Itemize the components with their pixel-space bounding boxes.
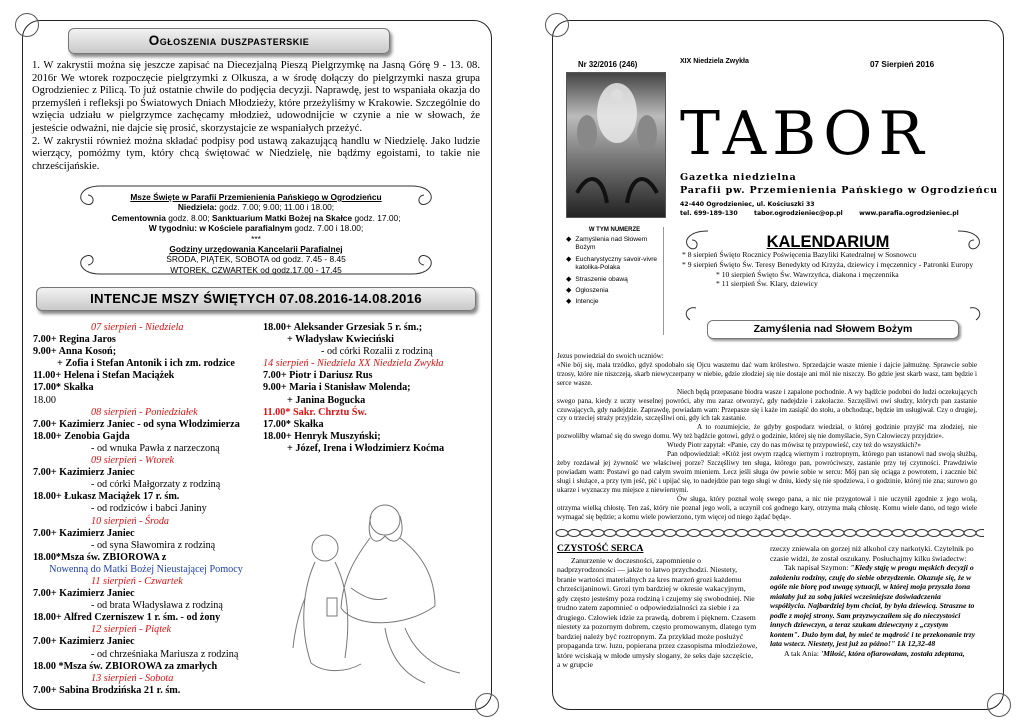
toc-item xyxy=(566,276,663,284)
office-hours-title: Godziny urzędowania Kancelarii Parafialnej xyxy=(169,244,343,255)
intention-day-header: 11 sierpień - Czwartek xyxy=(91,575,183,587)
intention-line: 18.00+ Zenobia Gajda xyxy=(33,430,130,442)
intention-line: 17.00* Skałka xyxy=(263,418,324,430)
intention-line: 9.00+ Anna Kosoń; xyxy=(33,346,117,358)
intention-day-header: 08 sierpień - Poniedziałek xyxy=(91,406,198,418)
intention-line: 7.00+ Kazimierz Janiec xyxy=(33,636,135,648)
intention-line: 7.00+ Kazimierz Janiec - od syna Włodzimierza xyxy=(33,418,240,430)
phone: tel. 699-189-130 xyxy=(680,210,738,217)
sanktuarium-hours: godz. 17.00; xyxy=(354,212,401,223)
sunday-hours: godz. 7.00; 9.00; 11.00 i 18.00; xyxy=(219,202,335,213)
intention-line: 18.00 xyxy=(33,394,56,406)
calendar-item: * 10 sierpień Święto Św. Wawrzyńca, diakona i męczennika xyxy=(716,269,899,279)
week-hours: godz. 7.00 i 18.00; xyxy=(294,223,364,234)
notice-1: 1. W zakrystii można się jeszcze zapisać na Diecezjalną Pieszą Pielgrzymkę na Jasną Górę 9 - 13. 08. 2016r We wtorek rozpoczęcie pielgrzymki z Olkusza, a w środę dołączy do pielgrzymki nasza grupa Ogrodzieniec z Pilicą. To już ostatnie chwile do podjęcia decyzji. Naprawdę, jest to wspaniała okazja do przemyśleń i refleksji po Światowych Dniach Młodzieży, które przeżyliśmy w Krakowie. Szczególnie do wzięcia udziału w pielgrzymce zachęcamy młodzież, udowodnijcie w czynie a nie w słowach, że jesteście odważni, nie dajcie się prosić, skorzystajcie ze wspaniałych przeżyć. xyxy=(32,60,480,134)
intention-line: 18.00+ Alfred Czerniszew 1 r. śm. - od żony xyxy=(33,612,221,624)
intention-line: 7.00+ Sabina Brodzińska 21 r. śm. xyxy=(33,684,181,696)
mass-schedule-box xyxy=(70,182,442,278)
article-title: CZYSTOŚĆ SERCA xyxy=(557,543,644,554)
intention-line: 18.00*Msza św. ZBIOROWA z xyxy=(33,551,167,563)
intention-line: 7.00+ Kazimierz Janiec xyxy=(33,588,135,600)
intention-day-header: 13 sierpień - Sobota xyxy=(91,672,174,684)
table-of-contents xyxy=(566,227,664,335)
diamond-bullet-icon: ◆ xyxy=(566,287,572,295)
intention-line: 18.00 *Msza św. ZBIOROWA za zmarłych xyxy=(33,660,218,672)
intention-line: 9.00+ Maria i Stanisław Molenda; xyxy=(263,382,411,394)
reflection-para: A to rozumiejcie, że gdyby gospodarz wiedział, o której godzinie przyjść ma złodziej, nie pozwoliłby włamać się do swego domu. Wy też bądźcie gotowi, gdyż o godzinie, której się nie domyślacie, Syn Człowieczy przyjdzie». xyxy=(557,423,977,441)
reflection-para: Pan odpowiedział: «Któż jest owym rządcą wiernym i roztropnym, którego pan ustanowi nad swoją służbą, żeby rozdawał jej żywność we właściwej porze? Szczęśliwy ten sługa, którego pan, powróciwszy, zastanie przy tej czynności. Prawdziwie powiadam wam: Postawi go nad całym swoim mieniem. Lecz jeśli sługa ów powie sobie w sercu: Mój pan się ociąga z powrotem, i zacznie bić sługi i służące, a przy tym jeść, pić i upijać się, to nadejdzie pan tego sługi w dniu, kiedy się nie spodziewa, i o godzinie, której nie zna; surowo go ukarze i wyznaczy mu miejsce z niewiernymi. xyxy=(557,450,977,494)
quote-intro: Tak napisał Szymon: xyxy=(784,563,851,572)
issue-number: Nr 32/2016 (246) xyxy=(578,60,638,69)
intention-line: - od córki Rozalii z rodziną xyxy=(321,346,433,358)
article-column-2 xyxy=(770,544,978,658)
intention-line: 7.00+ Regina Jaros xyxy=(33,334,116,346)
reflection-title: Zamyślenia nad Słowem Bożym xyxy=(753,323,913,335)
masthead-title: TABOR xyxy=(680,99,930,169)
announcements-text xyxy=(32,60,480,173)
toc-item xyxy=(566,298,663,306)
office-hours-line-2: WTOREK, CZWARTEK od godz.17.00 - 17.45 xyxy=(170,264,342,275)
intentions-column-1 xyxy=(33,322,259,697)
calendar-title: KALENDARIUM xyxy=(766,233,890,251)
transfiguration-image xyxy=(566,72,666,218)
toc-item xyxy=(566,236,663,253)
intention-line: + Zofia i Stefan Antonik i ich zm. rodzice xyxy=(57,358,235,370)
reflection-text xyxy=(557,352,977,522)
reflection-para: «Nie bój się, mała trzódko, gdyż spodobało się Ojcu waszemu dać wam królestwo. Sprzedajcie wasze mienie i dajcie jałmużnę. Sprawcie sobie trzosy, które nie niszczeją, skarb niewyczerpany w niebie, gdzie złodziej się nie dostaje ani mól nie niszczy. Bo gdzie jest skarb wasz, tam będzie i serce wasze. xyxy=(557,360,977,387)
diamond-bullet-icon: ◆ xyxy=(566,236,572,243)
intentions-title: INTENCJE MSZY ŚWIĘTYCH 07.08.2016-14.08.2016 xyxy=(90,291,422,306)
diamond-bullet-icon: ◆ xyxy=(566,255,572,263)
intention-line: - od chrześniaka Mariusza z rodziną xyxy=(91,648,239,660)
intention-day-header: 09 sierpień - Wtorek xyxy=(91,455,175,467)
calendar-list xyxy=(682,250,982,289)
announcements-title: Ogłoszenia duszpasterskie xyxy=(148,33,310,48)
subtitle-1: Gazetka niedzielna xyxy=(680,172,797,183)
last-intro: A tak Ania: xyxy=(784,648,821,658)
notice-2: 2. W zakrystii również można składać podpisy pod ustawą zakazującą handlu w Niedzielę. Jako ludzie wierzący, pomóżmy tym, który chcą świętować w Niedzielę, nie bądźmy egoistami, to takie nie chrześcijańskie. xyxy=(32,135,480,172)
chain-divider xyxy=(554,527,984,539)
intention-day-header: 07 sierpień - Niedziela xyxy=(91,322,184,333)
intentions-banner xyxy=(36,287,476,311)
diamond-bullet-icon: ◆ xyxy=(566,298,572,306)
contact-line xyxy=(680,210,959,217)
issue-date: 07 Sierpień 2016 xyxy=(870,60,935,69)
reflection-para: Niech będą przepasane biodra wasze i zapalone pochodnie. A wy bądźcie podobni do ludzi oczekujących swego pana, kiedy z uczty weselnej powróci, aby mu zaraz otworzyć, gdy nadejdzie i zakołacze. Szczęśliwi owi słudzy, których pan zastanie czuwających, gdy nadejdzie. Zaprawdę, powiadam wam: Przepasze się i każe im zasiąść do stołu, a obchodząc, będzie im usługiwał. Czy o drugiej, czy o trzeciej straży przyjdzie, szczęśliwi oni, gdy ich tak zastanie. xyxy=(557,387,977,423)
cementownia-hours: godz. 8.00; xyxy=(168,212,210,223)
calendar-item: * 8 sierpień Święto Rocznicy Poświęcenia Bazyliki Katedralnej w Sosnowcu xyxy=(682,250,917,259)
intention-day-header: 12 sierpień - Piątek xyxy=(91,624,172,636)
toc-item-label: Intencje xyxy=(575,298,599,306)
cementownia-label: Cementownia xyxy=(111,212,166,223)
email: tabor.ogrodzieniec@op.pl xyxy=(753,210,843,217)
intention-line: + Władysław Kwieciński xyxy=(287,334,394,346)
intention-line: - od córki Małgorzaty z rodziną xyxy=(91,479,221,491)
intention-line: 7.00+ Piotr i Dariusz Rus xyxy=(263,370,373,382)
article-text-1: Zanurzenie w doczesności, zapomnienie o nadprzyrodzoności — jakże to łatwo przychodzi. Niestety, branie wartości materialnych za kres marzeń grozi każdemu chrześcijaninowi. Grozi tym bardziej w okresie wakacyjnym, gdy często jesteśmy poza rodziną i czujemy się swobodniej. Nie trudno zatem zapomnieć o odpowiedzialności za siebie i za drugiego. Człowiek idzie za prawdą, dobrem i pięknem. Czasem niestety za pozornym dobrem, często promowanym, dlatego tym bardziej należy być roztropnym. Za przykład może posłużyć propaganda tzw. luzu, popierana przez czasopisma młodzieżowe, które wciskają w młode umysły slogany, że seks daje szczęście, a w grupcie xyxy=(557,555,758,669)
toc-item-label: Zamyślenia nad Słowem Bożym xyxy=(575,236,648,252)
sunday-name: XIX Niedziela Zwykła xyxy=(680,58,749,65)
reflection-para: Wtedy Piotr zapytał: «Panie, czy do nas mówisz tę przypowieść, czy też do wszystkich?» xyxy=(667,441,921,450)
diamond-bullet-icon: ◆ xyxy=(566,275,572,283)
quote-text: "Kiedy stąję w progu męskich decyzji o założeniu rodziny, czuję do siebie obrzydzenie. Okazuje się, że w ogóle nie biorę pod uwagę sytuacji, w której moja przyszła żona miałaby już za sobą jakieś wcześniejsze doświadczenia współżycia. Najbardziej bym chciał, by była dziewicą. Straszne to podle z mojej strony. Sam przyzwyczaiłem się do nieczystości innych dziewczyn, a teraz szukam dziewczyny z „czystym kontem". Dużo bym dał, by mieć te mądrość i te przekonanie trzy lata wstecz. Niestety, jest już za późno!" xyxy=(770,563,976,648)
intention-line: 17.00* Skałka xyxy=(33,382,94,394)
reflection-para: Ów sługa, który poznał wolę swego pana, a nic nie przygotował i nie uczynił zgodnie z jego wolą, otrzyma wielką chłostę. Ten zaś, który nie poznał jego woli, a uczynił coś godnego kary, otrzyma małą chłostę. Komu wiele dano, od tego wiele wymagać się będzie; a komu wiele powierzono, tym więcej od niego żądać będą». xyxy=(557,494,977,521)
intention-line: Nowenną do Matki Bożej Nieustającej Pomocy xyxy=(49,563,243,575)
office-hours-line-1: ŚRODA, PIĄTEK, SOBOTA od godz. 7.45 - 8.45 xyxy=(166,254,346,265)
intention-day-header: 10 sierpień - Środa xyxy=(91,515,170,527)
toc-title: W TYM NUMERZE xyxy=(588,227,641,233)
article-column-1 xyxy=(557,544,758,670)
intention-day-header: 14 sierpień - Niedziela XX Niedziela Zwykła xyxy=(263,358,444,370)
transfiguration-figures xyxy=(567,73,666,218)
reflection-para: Jezus powiedział do swoich uczniów: xyxy=(557,352,664,360)
calendar-item: * 9 sierpień Święto Św. Teresy Benedykty od Krzyża, dziewicy i męczennicy - Patronki Europy xyxy=(682,259,974,269)
mass-box-title: Msze Święte w Parafii Przemienienia Pańskiego w Ogrodzieńcu xyxy=(130,192,382,202)
subtitle-2: Parafii pw. Przemienienia Pańskiego w Ogrodzieńcu xyxy=(680,185,998,196)
announcements-banner xyxy=(68,28,390,54)
intention-line: + Józef, Irena i Włodzimierz Koćma xyxy=(287,442,445,454)
toc-item-label: Eucharystyczny savoir-vivre katolika-Polaka xyxy=(575,255,658,272)
intention-line: + Janina Bogucka xyxy=(287,394,366,406)
toc-item xyxy=(566,287,663,295)
toc-item-label: Straszenie obawą xyxy=(575,275,628,283)
week-label: W tygodniu: w Kościele parafialnym xyxy=(148,223,293,234)
intention-line: - od wnuka Pawła z narzeczoną xyxy=(91,442,220,454)
stars-divider: *** xyxy=(251,233,261,244)
toc-item xyxy=(566,256,663,273)
last-quote: 'Miłość, która ofiarowałam, została zdeptana, xyxy=(820,648,965,658)
intention-line: 18.00+ Aleksander Grzesiak 5 r. śm.; xyxy=(263,322,423,333)
sanktuarium-label: Sanktuarium Matki Bożej na Skałce xyxy=(212,212,353,223)
intention-line: 11.00* Sakr. Chrztu Św. xyxy=(263,406,367,418)
sunday-label: Niedziela: xyxy=(177,202,217,213)
intention-line: 11.00+ Helena i Stefan Maciążek xyxy=(33,370,175,382)
toc-item-label: Ogłoszenia xyxy=(575,287,609,295)
scripture-ref: Lk 12,32-48 xyxy=(897,639,936,648)
article-text-2: rzeczy zniewala on gorzej niż alkohol czy narkotyki. Czytelnik po czasie widzi, że został oszukany. Posłuchajmy kilku świadectw: xyxy=(770,544,974,563)
intention-line: - od syna Sławomira z rodziną xyxy=(91,539,216,551)
intention-line: - od brata Władysława z rodziną xyxy=(91,600,223,612)
reflection-banner xyxy=(707,320,959,339)
intention-line: 18.00+ Łukasz Maciążek 17 r. śm. xyxy=(33,491,180,503)
intention-line: 7.00+ Kazimierz Janiec xyxy=(33,467,135,479)
intention-line: - od rodziców i babci Janiny xyxy=(91,503,207,515)
calendar-item: * 11 sierpień Św. Klary, dziewicy xyxy=(716,279,818,289)
sketch-illustration xyxy=(285,478,475,688)
address: 42-440 Ogrodzieniec, ul. Kościuszki 33 xyxy=(680,201,815,208)
intentions-column-2 xyxy=(263,322,478,455)
website: www.parafia.ogrodzieniec.pl xyxy=(859,210,959,217)
intention-line: 18.00+ Henryk Muszyński; xyxy=(263,430,381,442)
intention-line: 7.00+ Kazimierz Janiec xyxy=(33,527,135,539)
